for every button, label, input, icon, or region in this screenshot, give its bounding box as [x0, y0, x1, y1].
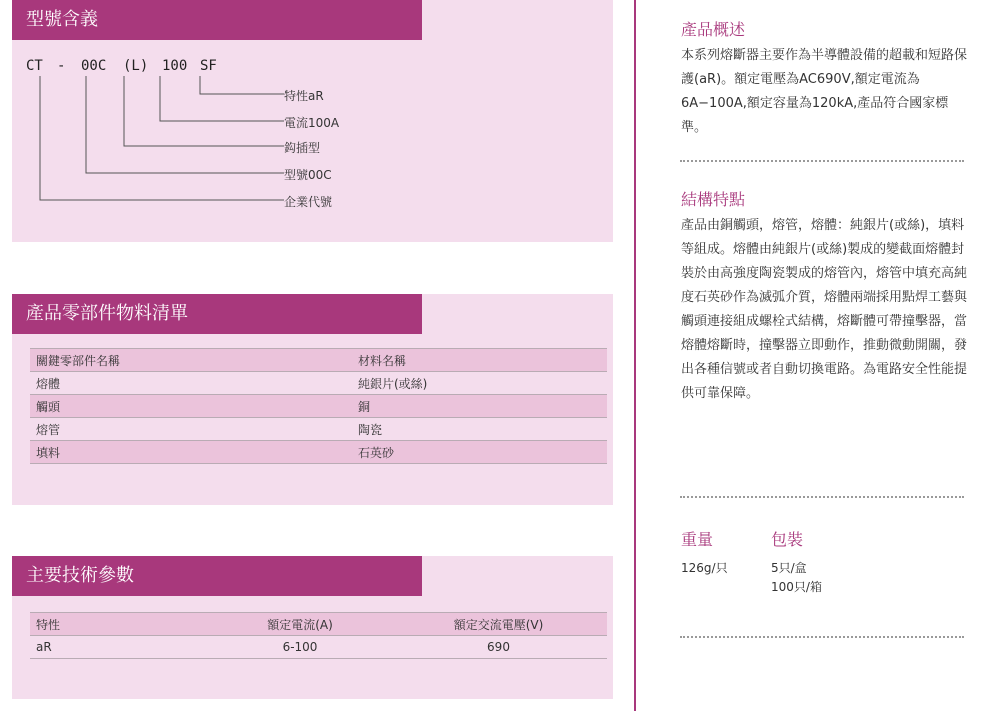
bom-table: [30, 348, 607, 464]
tech-header-property: 特性: [30, 613, 210, 636]
dotted-divider: [680, 636, 964, 638]
overview-heading: 產品概述: [681, 20, 746, 39]
line-00c: [86, 76, 284, 173]
model-meaning-panel: [12, 0, 613, 242]
bom-part: 熔管: [30, 418, 352, 441]
table-row: [30, 418, 607, 441]
code-part-dash: -: [57, 58, 66, 74]
table-row: [30, 395, 607, 418]
tech-property: aR: [30, 636, 210, 659]
bom-header-material: 材料名稱: [352, 349, 607, 372]
table-row: [30, 441, 607, 464]
legend-model: 型號00C: [284, 168, 332, 182]
bom-title: 產品零部件物料清單: [12, 294, 422, 334]
weight-heading: 重量: [681, 530, 714, 549]
legend-hook-type: 鈎插型: [284, 141, 321, 155]
bom-part: 觸頭: [30, 395, 352, 418]
tech-header-voltage: 額定交流電壓(V): [390, 613, 607, 636]
table-row: [30, 636, 607, 659]
tech-panel: [12, 556, 613, 699]
packing-heading: 包裝: [771, 530, 804, 549]
structure-text: 產品由銅觸頭，熔管，熔體：純銀片(或絲)，填料等組成。熔體由純銀片(或絲)製成的變截面熔體封裝於由高強度陶瓷製成的熔管內，熔管中填充高純度石英砂作為滅弧介質，熔體兩端採用點焊工藝與觸頭連接組成螺栓式結構，熔斷體可帶撞擊器，當熔體熔斷時，撞擊器立即動作，推動微動開關，發出各種信號或者自動切換電路。為電路安全性能提供可靠保障。: [681, 218, 968, 401]
dotted-divider: [680, 160, 964, 162]
weight-value: 126g/只: [681, 561, 728, 575]
bom-panel: [12, 294, 613, 505]
tech-header-current: 額定電流(A): [210, 613, 390, 636]
bom-header-part: 關鍵零部件名稱: [30, 349, 352, 372]
line-100: [160, 76, 284, 121]
dotted-divider: [680, 496, 964, 498]
code-part-l: (L): [123, 58, 149, 74]
table-row: [30, 372, 607, 395]
code-part-ct: CT: [26, 58, 43, 74]
tech-title: 主要技術參數: [12, 556, 422, 596]
packing-per-box: 5只/盒: [771, 561, 807, 575]
bom-header-row: [30, 349, 607, 372]
tech-current: 6-100: [210, 636, 390, 659]
model-meaning-title: 型號含義: [12, 0, 422, 40]
tech-voltage: 690: [390, 636, 607, 659]
bom-material: 純銀片(或絲): [352, 372, 607, 395]
packing-per-case: 100只/箱: [771, 580, 822, 594]
line-sf: [200, 76, 284, 94]
code-part-sf: SF: [200, 58, 217, 74]
line-ct: [40, 76, 284, 200]
bom-material: 陶瓷: [352, 418, 607, 441]
code-part-100: 100: [162, 58, 188, 74]
legend-property: 特性aR: [284, 89, 324, 103]
tech-table: [30, 612, 607, 659]
structure-heading: 結構特點: [681, 190, 746, 209]
overview-text: 本系列熔斷器主要作為半導體設備的超載和短路保護(aR)。額定電壓為AC690V,額定電流為6A−100A,額定容量為120kA,產品符合國家標準。: [681, 48, 968, 135]
bom-part: 熔體: [30, 372, 352, 395]
bom-material: 石英砂: [352, 441, 607, 464]
legend-current: 電流100A: [284, 116, 340, 130]
bom-part: 填料: [30, 441, 352, 464]
column-divider: [634, 0, 636, 711]
legend-company-code: 企業代號: [284, 195, 333, 209]
bom-material: 銅: [352, 395, 607, 418]
code-part-00c: 00C: [81, 58, 107, 74]
tech-header-row: [30, 613, 607, 636]
line-l: [124, 76, 284, 146]
